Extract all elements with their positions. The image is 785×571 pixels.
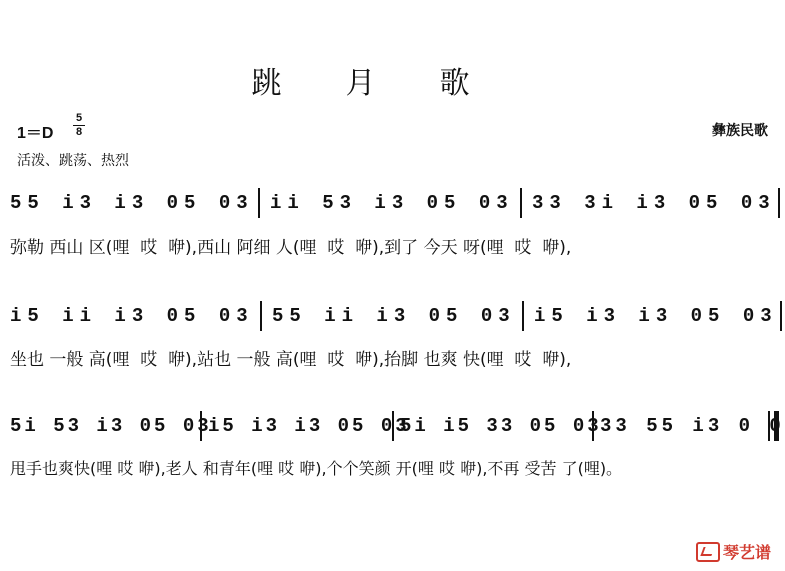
barline <box>780 301 782 331</box>
lyrics-line-2: 坐也 一般 高(哩 哎 咿),站也 一般 高(哩 哎 咿),抬脚 也爽 快(哩 哎 咿), <box>10 350 572 370</box>
meter-top: 5 <box>75 112 83 124</box>
barline <box>258 188 260 218</box>
barline <box>520 188 522 218</box>
score-title: 跳月歌 <box>251 66 534 101</box>
barline <box>522 301 524 331</box>
measure: i5 i3 i3 05 03 <box>534 305 778 327</box>
song-source: 彝族民歌 <box>712 123 768 139</box>
measure: 55 i3 i3 05 03 <box>10 192 254 214</box>
measure: i5 i3 i3 05 03 <box>208 415 410 437</box>
key-signature: 1＝D <box>17 125 54 142</box>
notation-line-2 <box>10 301 785 331</box>
measure: 5i i5 33 05 03 <box>400 415 602 437</box>
measure: i5 ii i3 05 03 <box>10 305 254 327</box>
qinyipu-logo-icon <box>696 542 720 562</box>
watermark <box>696 540 771 563</box>
barline <box>260 301 262 331</box>
lyrics-line-1: 弥勒 西山 区(哩 哎 咿),西山 阿细 人(哩 哎 咿),到了 今天 呀(哩 哎 咿), <box>10 238 572 258</box>
measure: 5i 53 i3 05 03 <box>10 415 212 437</box>
measure: 33 3i i3 05 03 <box>532 192 776 214</box>
tempo-marking: 活泼、跳荡、热烈 <box>17 153 129 169</box>
notation-line-3 <box>10 411 785 441</box>
measure: 33 55 i3 0 0 <box>600 415 785 437</box>
barline <box>778 188 780 218</box>
measure: ii 53 i3 05 03 <box>270 192 514 214</box>
notation-line-1 <box>10 188 785 218</box>
meter-bottom: 8 <box>75 126 83 138</box>
lyrics-line-3: 甩手也爽快(哩 哎 咿),老人 和青年(哩 哎 咿),个个笑颜 开(哩 哎 咿),不再 受苦 了(哩)。 <box>10 459 623 478</box>
measure: 55 ii i3 05 03 <box>272 305 516 327</box>
watermark-text: 琴艺谱 <box>722 543 771 562</box>
time-signature <box>73 113 85 138</box>
